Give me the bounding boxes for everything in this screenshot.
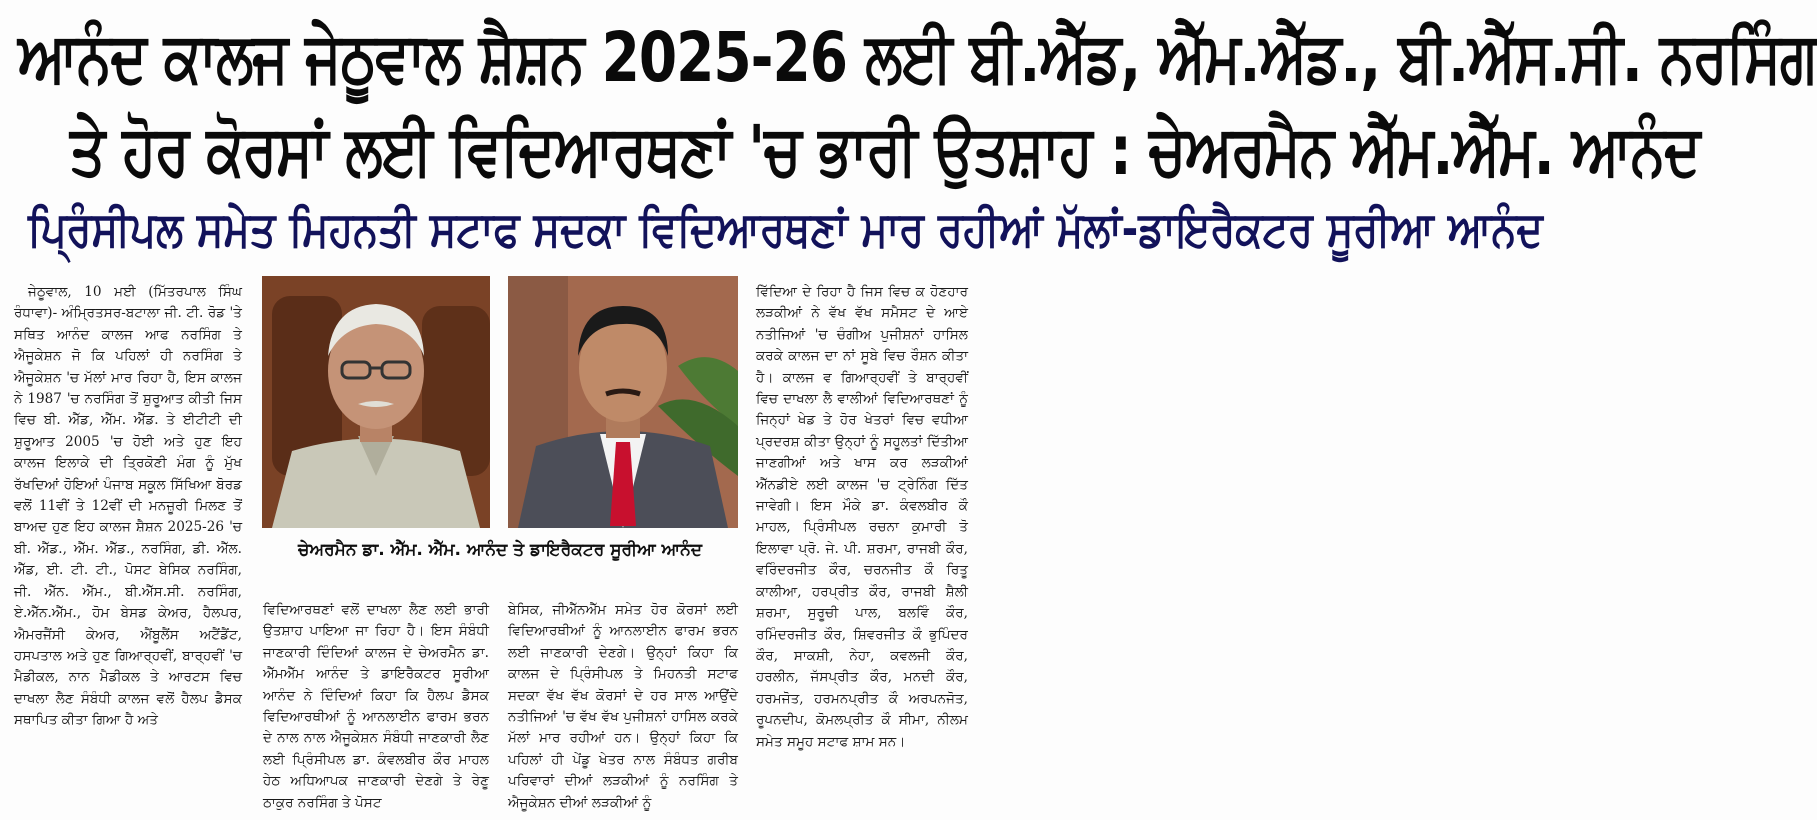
photo-chairman bbox=[262, 276, 490, 528]
portrait-chairman-illustration bbox=[262, 276, 490, 528]
subheadline: ਪ੍ਰਿੰਸੀਪਲ ਸਮੇਤ ਮਿਹਨਤੀ ਸਟਾਫ ਸਦਕਾ ਵਿਦਿਆਰਥਣਾਂ ਮਾਰ ਰਹੀਆਂ ਮੱਲਾਂ-ਡਾਇਰੈਕਟਰ ਸੂਰੀਆ ਆਨੰਦ bbox=[28, 202, 1543, 258]
article-column-2: ਵਿਦਿਆਰਥਣਾਂ ਵਲੋਂ ਦਾਖਲਾ ਲੈਣ ਲਈ ਭਾਰੀ ਉਤਸ਼ਾਹ ਪਾਇਆ ਜਾ ਰਿਹਾ ਹੈ। ਇਸ ਸੰਬੰਧੀ ਜਾਣਕਾਰੀ ਦਿੰਦਿਆਂ ਕਾਲਜ ਦੇ ਚੇਅਰਮੈਨ ਡਾ. ਐੱਮਐੱਮ ਆਨੰਦ ਤੇ ਡਾਇਰੈਕਟਰ ਸੂਰੀਆ ਆਨੰਦ ਨੇ ਦਿੰਦਿਆਂ ਕਿਹਾ ਕਿ ਹੈਲਪ ਡੈਸਕ ਵਿਦਿਆਰਥੀਆਂ ਨੂੰ ਆਨਲਾਈਨ ਫਾਰਮ ਭਰਨ ਦੇ ਨਾਲ ਨਾਲ ਐਜੂਕੇਸ਼ਨ ਸੰਬੰਧੀ ਜਾਣਕਾਰੀ ਲੈਣ ਲਈ ਪ੍ਰਿੰਸੀਪਲ ਡਾ. ਕੰਵਲਬੀਰ ਕੌਰ ਮਾਹਲ ਹੇਠ ਅਧਿਆਪਕ ਜਾਣਕਾਰੀ ਦੇਣਗੇ ਤੇ ਰੇਣੂ ਠਾਕੁਰ ਨਰਸਿੰਗ ਤੇ ਪੋਸਟ bbox=[263, 602, 489, 811]
portrait-director-illustration bbox=[508, 276, 738, 528]
photo-director bbox=[508, 276, 738, 528]
article-column-4: ਵਿੱਦਿਆ ਦੇ ਰਿਹਾ ਹੈ ਜਿਸ ਵਿਚ ਕ ਹੋਣਹਾਰ ਲੜਕੀਆਂ ਨੇ ਵੱਖ ਵੱਖ ਸਮੈਸਟ ਦੇ ਆਏ ਨਤੀਜਿਆਂ 'ਚ ਚੰਗੀਅ ਪੁਜੀਸ਼ਨਾਂ ਹਾਸਿਲ ਕਰਕੇ ਕਾਲਜ ਦਾ ਨਾਂ ਸੂਬੇ ਵਿਚ ਰੌਸ਼ਨ ਕੀਤਾ ਹੈ। ਕਾਲਜ ਵ ਗਿਆਰ੍ਹਵੀਂ ਤੇ ਬਾਰ੍ਹਵੀਂ ਵਿਚ ਦਾਖਲਾ ਲੈ ਵਾਲੀਆਂ ਵਿਦਿਆਰਥਣਾਂ ਨੂੰ ਜਿਨ੍ਹਾਂ ਖੇਡ ਤੇ ਹੋਰ ਖੇਤਰਾਂ ਵਿਚ ਵਧੀਆ ਪ੍ਰਦਰਸ਼ ਕੀਤਾ ਉਨ੍ਹਾਂ ਨੂੰ ਸਹੂਲਤਾਂ ਦਿੱਤੀਆ ਜਾਣਗੀਆਂ ਅਤੇ ਖਾਸ ਕਰ ਲੜਕੀਆਂ ਐੱਨਡੀਏ ਲਈ ਕਾਲਜ 'ਚ ਟ੍ਰੇਨਿੰਗ ਦਿੱਤ ਜਾਵੇਗੀ। ਇਸ ਮੌਕੇ ਡਾ. ਕੰਵਲਬੀਰ ਕੌ ਮਾਹਲ, ਪ੍ਰਿੰਸੀਪਲ ਰਚਨਾ ਕੁਮਾਰੀ ਤੋ ਇਲਾਵਾ ਪ੍ਰੋ. ਜੇ. ਪੀ. ਸ਼ਰਮਾ, ਰਾਜਬੀ ਕੌਰ, ਵਰਿੰਦਰਜੀਤ ਕੌਰ, ਚਰਨਜੀਤ ਕੌ ਰਿਤੂ ਕਾਲੀਆ, ਹਰਪ੍ਰੀਤ ਕੌਰ, ਰਾਜਬੀ ਸ਼ੈਲੀ ਸ਼ਰਮਾ, ਸੁਰੂਚੀ ਪਾਲ, ਬਲਵਿੰ ਕੌਰ, ਰਮਿੰਦਰਜੀਤ ਕੌਰ, ਸ਼ਿਵਰਜੀਤ ਕੌ ਭੁਪਿੰਦਰ ਕੌਰ, ਸਾਕਸ਼ੀ, ਨੇਹਾ, ਕਵਲਜੀ ਕੌਰ, ਹਰਲੀਨ, ਜੱਸਪ੍ਰੀਤ ਕੌਰ, ਮਨਦੀ ਕੌਰ, ਹਰਮਜੋਤ, ਹਰਮਨਪ੍ਰੀਤ ਕੌ ਅਰਪਨਜੋਤ, ਰੂਪਨਦੀਪ, ਕੋਮਲਪ੍ਰੀਤ ਕੌ ਸੀਮਾ, ਨੀਲਮ ਸਮੇਤ ਸਮੂਹ ਸਟਾਫ ਸ਼ਾਮ ਸਨ। bbox=[756, 284, 968, 750]
photo-caption: ਚੇਅਰਮੈਨ ਡਾ. ਐੱਮ. ਐੱਮ. ਆਨੰਦ ਤੇ ਡਾਇਰੈਕਟਰ ਸੂਰੀਆ ਆਨੰਦ bbox=[298, 540, 702, 560]
headline-line-1: ਆਨੰਦ ਕਾਲਜ ਜੇਠੂਵਾਲ ਸ਼ੈਸ਼ਨ 2025-26 ਲਈ ਬੀ.ਐੱਡ, ਐੱਮ.ਐੱਡ., ਬੀ.ਐੱਸ.ਸੀ. ਨਰਸਿੰਗ bbox=[18, 17, 1817, 97]
article-column-1: ਜੇਠੂਵਾਲ, 10 ਮਈ (ਮਿੱਤਰਪਾਲ ਸਿੰਘ ਰੰਧਾਵਾ)- ਅੰਮ੍ਰਿਤਸਰ-ਬਟਾਲਾ ਜੀ. ਟੀ. ਰੋਡ 'ਤੇ ਸਥਿਤ ਆਨੰਦ ਕਾਲਜ ਆਫ ਨਰਸਿੰਗ ਤੇ ਐਜੂਕੇਸ਼ਨ ਜੋ ਕਿ ਪਹਿਲਾਂ ਹੀ ਨਰਸਿੰਗ ਤੇ ਐਜੂਕੇਸ਼ਨ 'ਚ ਮੱਲਾਂ ਮਾਰ ਰਿਹਾ ਹੈ, ਇਸ ਕਾਲਜ ਨੇ 1987 'ਚ ਨਰਸਿੰਗ ਤੋਂ ਸ਼ੁਰੂਆਤ ਕੀਤੀ ਜਿਸ ਵਿਚ ਬੀ. ਐੱਡ, ਐੱਮ. ਐੱਡ. ਤੇ ਈਟੀਟੀ ਦੀ ਸ਼ੁਰੂਆਤ 2005 'ਚ ਹੋਈ ਅਤੇ ਹੁਣ ਇਹ ਕਾਲਜ ਇਲਾਕੇ ਦੀ ਤ੍ਰਿਕੋਣੀ ਮੰਗ ਨੂੰ ਮੁੱਖ ਰੱਖਦਿਆਂ ਹੋਇਆਂ ਪੰਜਾਬ ਸਕੂਲ ਸਿੱਖਿਆ ਬੋਰਡ ਵਲੋਂ 11ਵੀਂ ਤੇ 12ਵੀਂ ਦੀ ਮਨਜ਼ੂਰੀ ਮਿਲਣ ਤੋਂ ਬਾਅਦ ਹੁਣ ਇਹ ਕਾਲਜ ਸ਼ੈਸ਼ਨ 2025-26 'ਚ ਬੀ. ਐੱਡ., ਐੱਮ. ਐੱਡ., ਨਰਸਿੰਗ, ਡੀ. ਐੱਲ. ਐੱਡ, ਈ. ਟੀ. ਟੀ., ਪੋਸਟ ਬੇਸਿਕ ਨਰਸਿੰਗ, ਜੀ. ਐੱਨ. ਐੱਮ., ਬੀ.ਐੱਸ.ਸੀ. ਨਰਸਿੰਗ, ਏ.ਐੱਨ.ਐੱਮ., ਹੋਮ ਬੇਸਡ ਕੇਅਰ, ਹੈਲਪਰ, ਐਮਰਜੈਂਸੀ ਕੇਅਰ, ਐਂਬੂਲੈਂਸ ਅਟੈਂਡੈਂਟ, ਹਸਪਤਾਲ ਅਤੇ ਹੁਣ ਗਿਆਰ੍ਹਵੀਂ, ਬਾਰ੍ਹਵੀਂ 'ਚ ਮੈਡੀਕਲ, ਨਾਨ ਮੈਡੀਕਲ ਤੇ ਆਰਟਸ ਵਿਚ ਦਾਖਲਾ ਲੈਣ ਸੰਬੰਧੀ ਕਾਲਜ ਵਲੋਂ ਹੈਲਪ ਡੈਸਕ ਸਥਾਪਿਤ ਕੀਤਾ ਗਿਆ ਹੈ ਅਤੇ bbox=[14, 284, 242, 729]
headline-line-2: ਤੇ ਹੋਰ ਕੋਰਸਾਂ ਲਈ ਵਿਦਿਆਰਥਣਾਂ 'ਚ ਭਾਰੀ ਉਤਸ਼ਾਹ : ਚੇਅਰਮੈਨ ਐੱਮ.ਐੱਮ. ਆਨੰਦ bbox=[70, 110, 1700, 190]
article-column-3: ਬੇਸਿਕ, ਜੀਐੱਨਐੱਮ ਸਮੇਤ ਹੋਰ ਕੋਰਸਾਂ ਲਈ ਵਿਦਿਆਰਥੀਆਂ ਨੂੰ ਆਨਲਾਈਨ ਫਾਰਮ ਭਰਨ ਲਈ ਜਾਣਕਾਰੀ ਦੇਣਗੇ। ਉਨ੍ਹਾਂ ਕਿਹਾ ਕਿ ਕਾਲਜ ਦੇ ਪ੍ਰਿੰਸੀਪਲ ਤੇ ਮਿਹਨਤੀ ਸਟਾਫ ਸਦਕਾ ਵੱਖ ਵੱਖ ਕੋਰਸਾਂ ਦੇ ਹਰ ਸਾਲ ਆਉਂਦੇ ਨਤੀਜਿਆਂ 'ਚ ਵੱਖ ਵੱਖ ਪੁਜੀਸ਼ਨਾਂ ਹਾਸਿਲ ਕਰਕੇ ਮੱਲਾਂ ਮਾਰ ਰਹੀਆਂ ਹਨ। ਉਨ੍ਹਾਂ ਕਿਹਾ ਕਿ ਪਹਿਲਾਂ ਹੀ ਪੇਂਡੂ ਖੇਤਰ ਨਾਲ ਸੰਬੰਧਤ ਗਰੀਬ ਪਰਿਵਾਰਾਂ ਦੀਆਂ ਲੜਕੀਆਂ ਨੂੰ ਨਰਸਿੰਗ ਤੇ ਐਜੂਕੇਸ਼ਨ ਦੀਆਂ ਲੜਕੀਆਂ ਨੂੰ bbox=[508, 602, 738, 811]
